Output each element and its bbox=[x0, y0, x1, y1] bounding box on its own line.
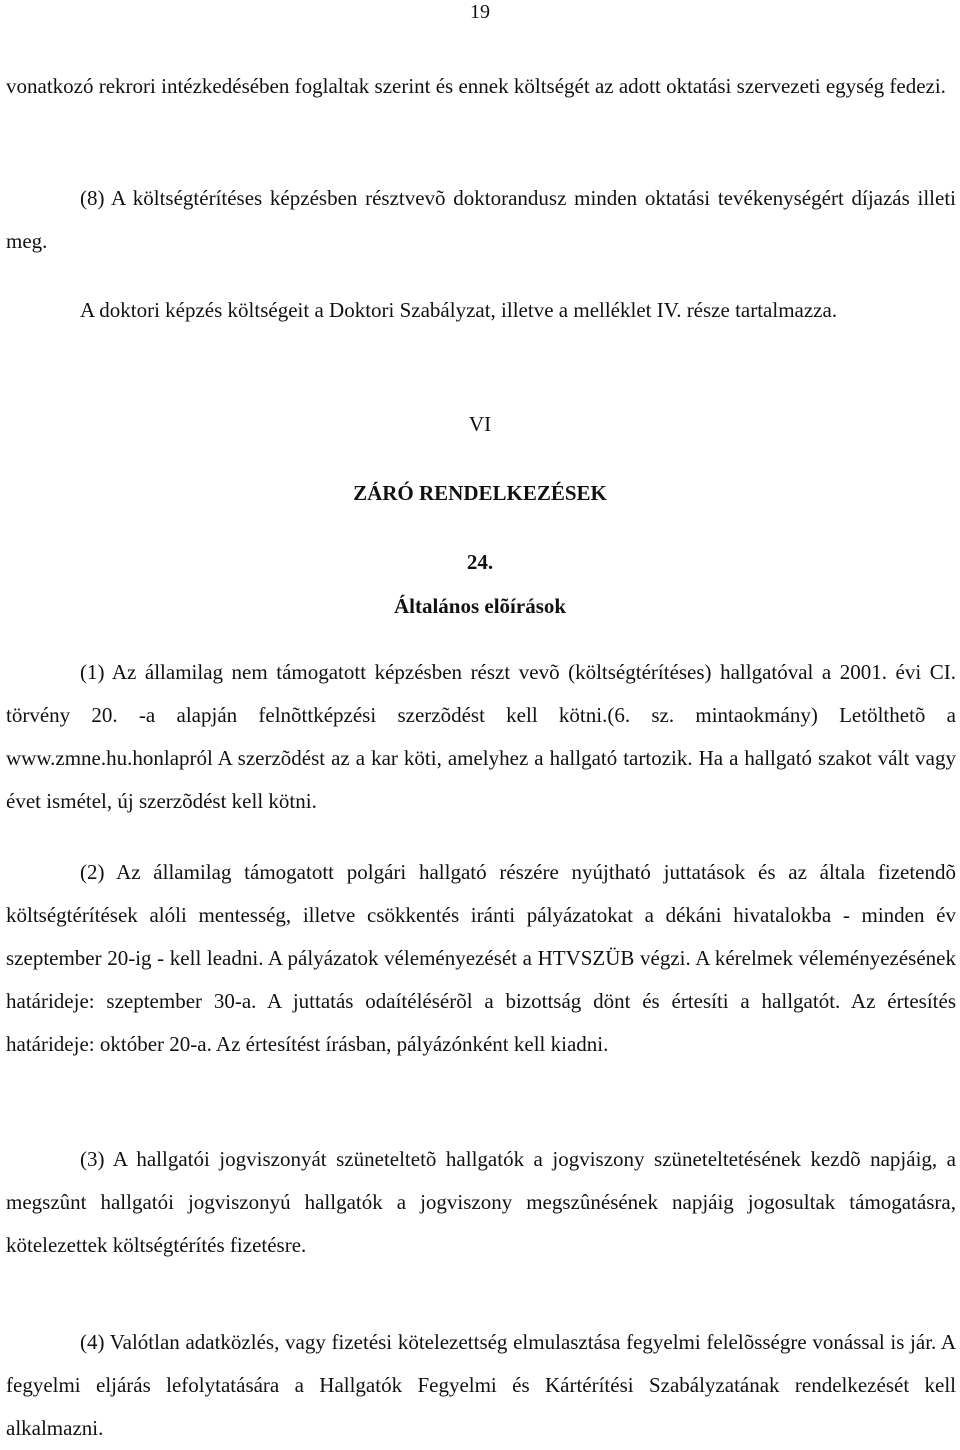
paragraph-4: (4) Valótlan adatközlés, vagy fizetési kötelezettség elmulasztása fegyelmi felelõsségre vonással is jár. A fegyelmi eljárás lefolytatására a Hallgatók Fegyelmi és Kártérítési Szabályzatának rendelkezését kell alkalmazni. bbox=[6, 1330, 956, 1440]
paragraph-continuation: vonatkozó rekrori intézkedésében foglaltak szerint és ennek költségét az adott oktatási szervezeti egység fedezi. bbox=[6, 74, 946, 98]
paragraph-1: (1) Az államilag nem támogatott képzésben részt vevõ (költségtérítéses) hallgatóval a 2001. évi CI. törvény 20. -a alapján felnõttképzési szerzõdést kell kötni.(6. sz. mintaokmány) Letölthetõ a www.zmne.hu.honlapról A szerzõdést az a kar köti, amelyhez a hallgató tartozik. Ha a hallgató szakot vált vagy évet ismétel, új szerzõdést kell kötni. bbox=[6, 660, 956, 813]
paragraph-doctoral-costs: A doktori képzés költségeit a Doktori Szabályzat, illetve a melléklet IV. része tartalmazza. bbox=[80, 298, 838, 322]
section-number: 24. bbox=[466, 550, 494, 574]
page-number: 19 bbox=[470, 1, 490, 23]
section-heading bbox=[0, 547, 960, 577]
paragraph-3: (3) A hallgatói jogviszonyát szüneteltetõ hallgatók a jogviszony szüneteltetésének kezdõ napjáig, a megszûnt hallgatói jogviszonyú hallgatók a jogviszony megszûnésének napjáig jogosultak támogatásra, kötelezettek költségtérítés fizetésre. bbox=[6, 1147, 956, 1257]
chapter-title: ZÁRÓ RENDELKEZÉSEK bbox=[353, 481, 607, 505]
chapter-number: VI bbox=[468, 412, 492, 436]
paragraph-8: (8) A költségtérítéses képzésben résztvevõ doktorandusz minden oktatási tevékenységért díjazás illeti meg. bbox=[6, 186, 956, 253]
paragraph-2: (2) Az államilag támogatott polgári hallgató részére nyújtható juttatások és az általa fizetendõ költségtérítések alóli mentesség, illetve csökkentés iránti pályázatokat a dékáni hivatalokba - minden év szeptember 20-ig - kell leadni. A pályázatok véleményezését a HTVSZÜB végzi. A kérelmek véleményezésének határideje: szeptember 30-a. A juttatás odaítélésérõl a bizottság dönt és értesíti a hallgatót. Az értesítés határideje: október 20-a. Az értesítést írásban, pályázónként kell kiadni. bbox=[6, 860, 956, 1056]
section-title: Általános elõírások bbox=[393, 594, 567, 618]
